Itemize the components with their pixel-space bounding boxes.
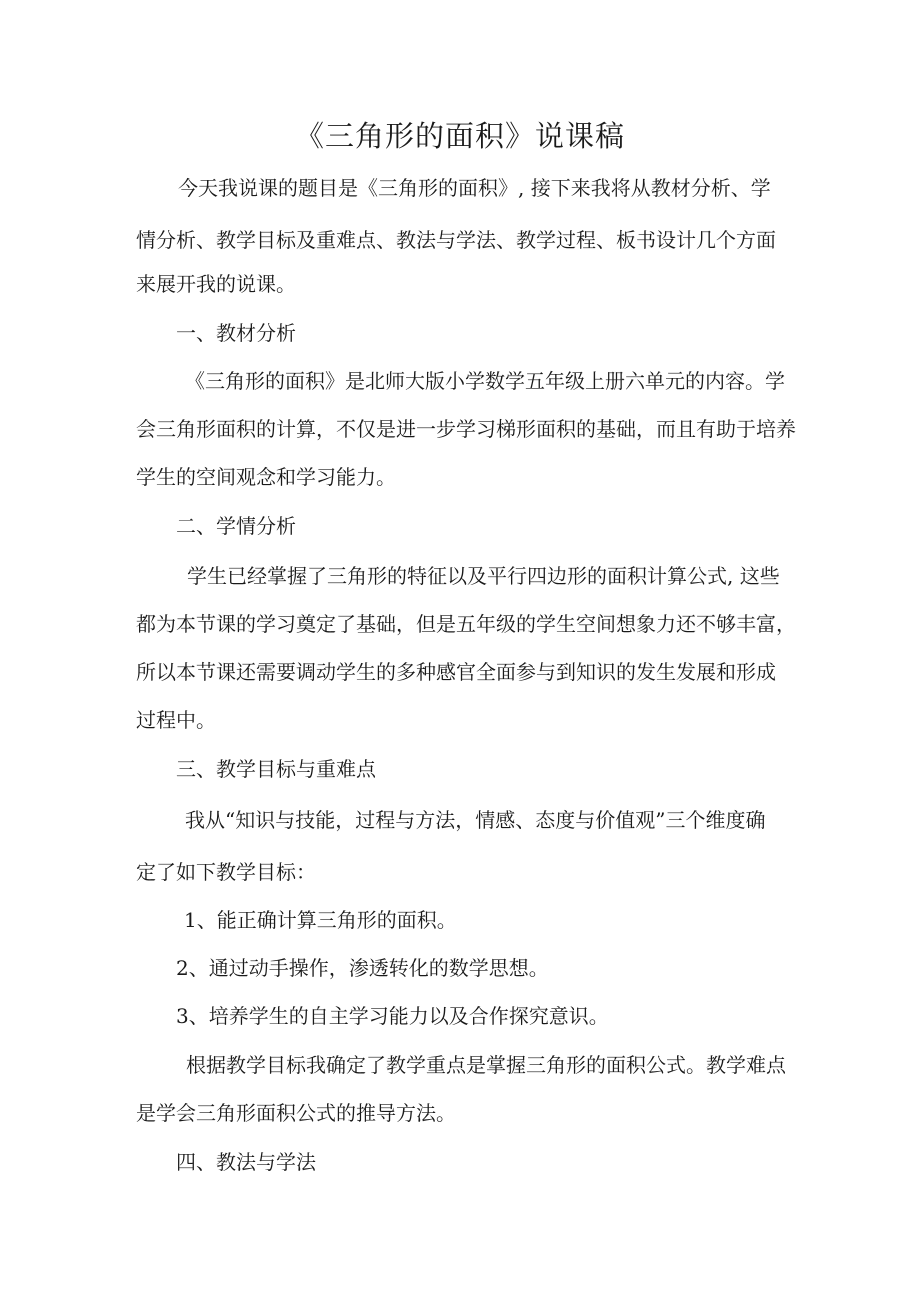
- section2-line-3: 所以本节课还需要调动学生的多种感官全面参与到知识的发生发展和形成: [136, 660, 776, 684]
- section2-line-1: 学生已经掌握了三角形的特征以及平行四边形的面积计算公式, 这些: [187, 564, 780, 588]
- section-heading-goals: 三、教学目标与重难点: [176, 757, 376, 781]
- section1-line-1: 《三角形的面积》是北师大版小学数学五年级上册六单元的内容。学: [185, 369, 785, 393]
- section-heading-students: 二、学情分析: [176, 514, 296, 538]
- section2-line-4: 过程中。: [136, 708, 216, 732]
- section-heading-methods: 四、教法与学法: [176, 1150, 316, 1174]
- section2-line-2: 都为本节课的学习奠定了基础，但是五年级的学生空间想象力还不够丰富，: [136, 612, 796, 636]
- goal-item-1: 1、能正确计算三角形的面积。: [184, 908, 457, 932]
- section-heading-materials: 一、教材分析: [176, 321, 296, 345]
- section1-line-2: 会三角形面积的计算，不仅是进一步学习梯形面积的基础，而且有助于培养: [136, 417, 796, 441]
- intro-line-1: 今天我说课的题目是《三角形的面积》, 接下来我将从教材分析、学: [178, 176, 771, 200]
- section3-line-2: 定了如下教学目标：: [136, 860, 316, 884]
- document-title: 《三角形的面积》说课稿: [294, 119, 625, 153]
- goal-item-3: 3、培养学生的自主学习能力以及合作探究意识。: [176, 1004, 609, 1028]
- section1-line-3: 学生的空间观念和学习能力。: [136, 465, 396, 489]
- section3-line-1: 我从“知识与技能，过程与方法，情感、态度与价值观”三个维度确: [185, 808, 766, 832]
- goal-item-2: 2、通过动手操作，渗透转化的数学思想。: [176, 956, 549, 980]
- intro-line-2: 情分析、教学目标及重难点、教法与学法、教学过程、板书设计几个方面: [136, 228, 776, 252]
- intro-line-3: 来展开我的说课。: [136, 272, 296, 296]
- focus-line-2: 是学会三角形面积公式的推导方法。: [136, 1101, 456, 1125]
- focus-line-1: 根据教学目标我确定了教学重点是掌握三角形的面积公式。教学难点: [186, 1053, 786, 1077]
